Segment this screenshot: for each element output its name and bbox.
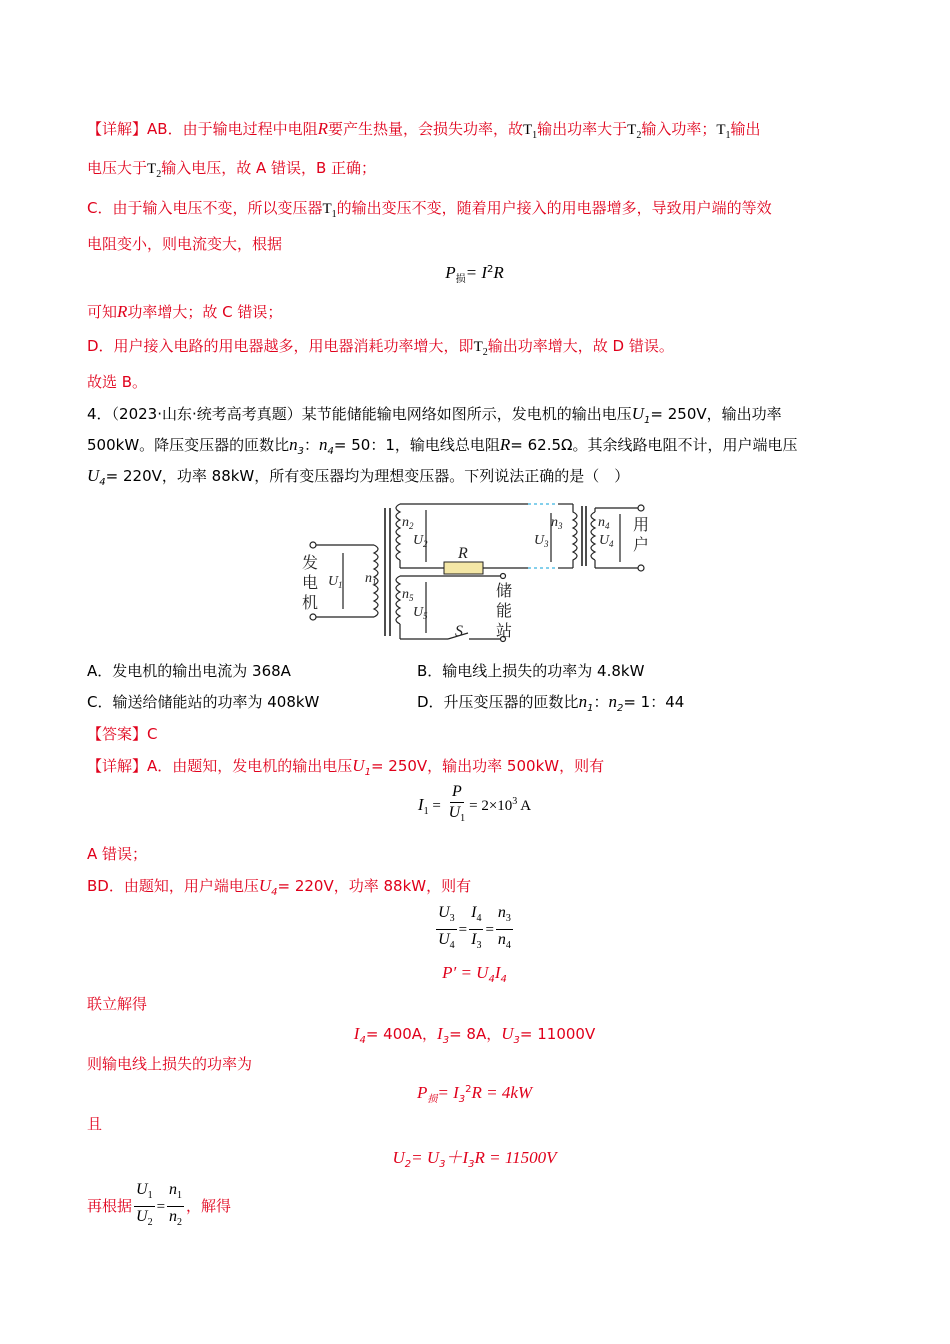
explain-c-line3: 可知R功率增大；故 C 错误； — [87, 302, 283, 321]
option-a[interactable]: A．发电机的输出电流为 368A — [87, 662, 291, 680]
svg-text:S: S — [455, 623, 463, 640]
question-4-line2: 500kW。降压变压器的匝数比$n_3$：$n_4= 50$：1，输电线总电阻R= 62.5Ω。其余线路电阻不计，用户端电压 — [87, 435, 798, 457]
svg-text:U: U — [599, 533, 610, 548]
explain-a-line1: 【详解】A．由题知，发电机的输出电压$U_1= 250V$，输出功率 500kW，则有 — [87, 756, 605, 778]
terminal — [310, 614, 316, 620]
svg-text:发: 发 — [302, 553, 319, 572]
explain-bd-line3: 则输电线上损失的功率为 — [87, 1055, 253, 1073]
circuit-diagram — [298, 496, 658, 646]
svg-text:储: 储 — [496, 581, 513, 600]
svg-text:2: 2 — [409, 521, 414, 531]
svg-text:用: 用 — [633, 515, 650, 534]
svg-text:1: 1 — [338, 580, 343, 590]
formula-line-loss: $P_损= I_3^2R = 4kW$ — [416, 1083, 533, 1105]
explain-bd-line4: 且 — [87, 1115, 103, 1133]
option-d[interactable]: D．升压变压器的匝数比$n_1$：$n_2= 1$：44 — [417, 692, 685, 714]
svg-text:U: U — [413, 533, 424, 548]
explain-c-line2: 电阻变小，则电流变大，根据 — [87, 235, 283, 253]
svg-text:U: U — [534, 533, 545, 548]
svg-text:3: 3 — [558, 521, 563, 531]
explain-tag: 【详解】 — [87, 120, 148, 138]
explain-a-line2: A 错误； — [87, 845, 148, 863]
question-4-line1: 4．（2023·山东·统考高考真题）某节能储能输电网络如图所示，发电机的输出电压$U_1= 250V$，输出功率 — [87, 404, 782, 426]
svg-text:电: 电 — [302, 573, 319, 592]
svg-text:n: n — [551, 515, 558, 530]
formula-power-loss: $P_损= I^2R$ — [445, 263, 504, 285]
option-b[interactable]: B．输电线上损失的功率为 4.8kW — [417, 662, 645, 680]
svg-text:U: U — [413, 605, 424, 620]
explain-ab-line1: 【详解】AB．由于输电过程中电阻R要产生热量，会损失功率，故$T_1$输出功率大于$T_2$输入功率；$T_1$输出 — [87, 119, 761, 141]
svg-text:5: 5 — [409, 593, 414, 603]
svg-text:3: 3 — [544, 539, 549, 549]
svg-text:U: U — [328, 574, 339, 589]
svg-text:n: n — [598, 515, 605, 530]
explain-c-line1: C．由于输入电压不变，所以变压器$T_1$的输出变压不变，随着用户接入的用电器增多，导致用户端的等效 — [87, 199, 772, 220]
explain-ab-line2: 电压大于$T_2$输入电压，故 A 错误，B 正确； — [87, 159, 377, 180]
svg-text:4: 4 — [605, 521, 610, 531]
resistor-R — [444, 562, 483, 574]
svg-text:n: n — [402, 515, 409, 530]
svg-text:2: 2 — [423, 539, 428, 549]
option-c[interactable]: C．输送给储能站的功率为 408kW — [87, 693, 320, 711]
explain-bd-line2: 联立解得 — [87, 995, 148, 1013]
question-4-line3: $U_4= 220V$，功率 88kW，所有变压器均为理想变压器。下列说法正确的是（ ） — [87, 466, 630, 488]
svg-text:机: 机 — [302, 593, 319, 612]
explain-bd-line5: 再根据 $\frac{U_1}{U_2}$ = $\frac{n_1}{n_2}$ ，解得 — [87, 1181, 232, 1229]
terminal — [310, 542, 316, 548]
svg-text:户: 户 — [633, 535, 650, 554]
svg-text:5: 5 — [423, 611, 428, 621]
svg-text:能: 能 — [496, 601, 513, 620]
explain-d-line1: D．用户接入电路的用电器越多，用电器消耗功率增大，即$T_2$输出功率增大，故 D 错误。 — [87, 337, 674, 358]
svg-text:1: 1 — [372, 577, 377, 587]
formula-u2: $U_2= U_3+I_3R = 11500V$ — [392, 1148, 557, 1170]
formula-current: $I_1$ = $\frac{P}{U_1}$ = $2\times 10^3$ A — [417, 783, 532, 825]
formula-ratio: $\frac{U_3}{U_4}$ = $\frac{I_4}{I_3}$ = $\frac{n_3}{n_4}$ — [438, 904, 511, 952]
svg-text:站: 站 — [496, 621, 513, 640]
svg-text:4: 4 — [609, 539, 614, 549]
explain-bd-line1: BD．由题知，用户端电压$U_4= 220V$，功率 88kW，则有 — [87, 876, 472, 898]
choice-b-line: 故选 B。 — [87, 373, 148, 391]
formula-solved-values: $I_4= 400A$，$I_3= 8A$，$U_3= 11000V$ — [353, 1024, 596, 1046]
svg-text:n: n — [402, 587, 409, 602]
svg-text:R: R — [458, 545, 468, 562]
svg-text:n: n — [365, 571, 372, 586]
question-number: 4． — [87, 405, 112, 423]
formula-user-power: $P' = U_4I_4$ — [442, 963, 507, 985]
answer-line: 【答案】C — [87, 725, 158, 743]
